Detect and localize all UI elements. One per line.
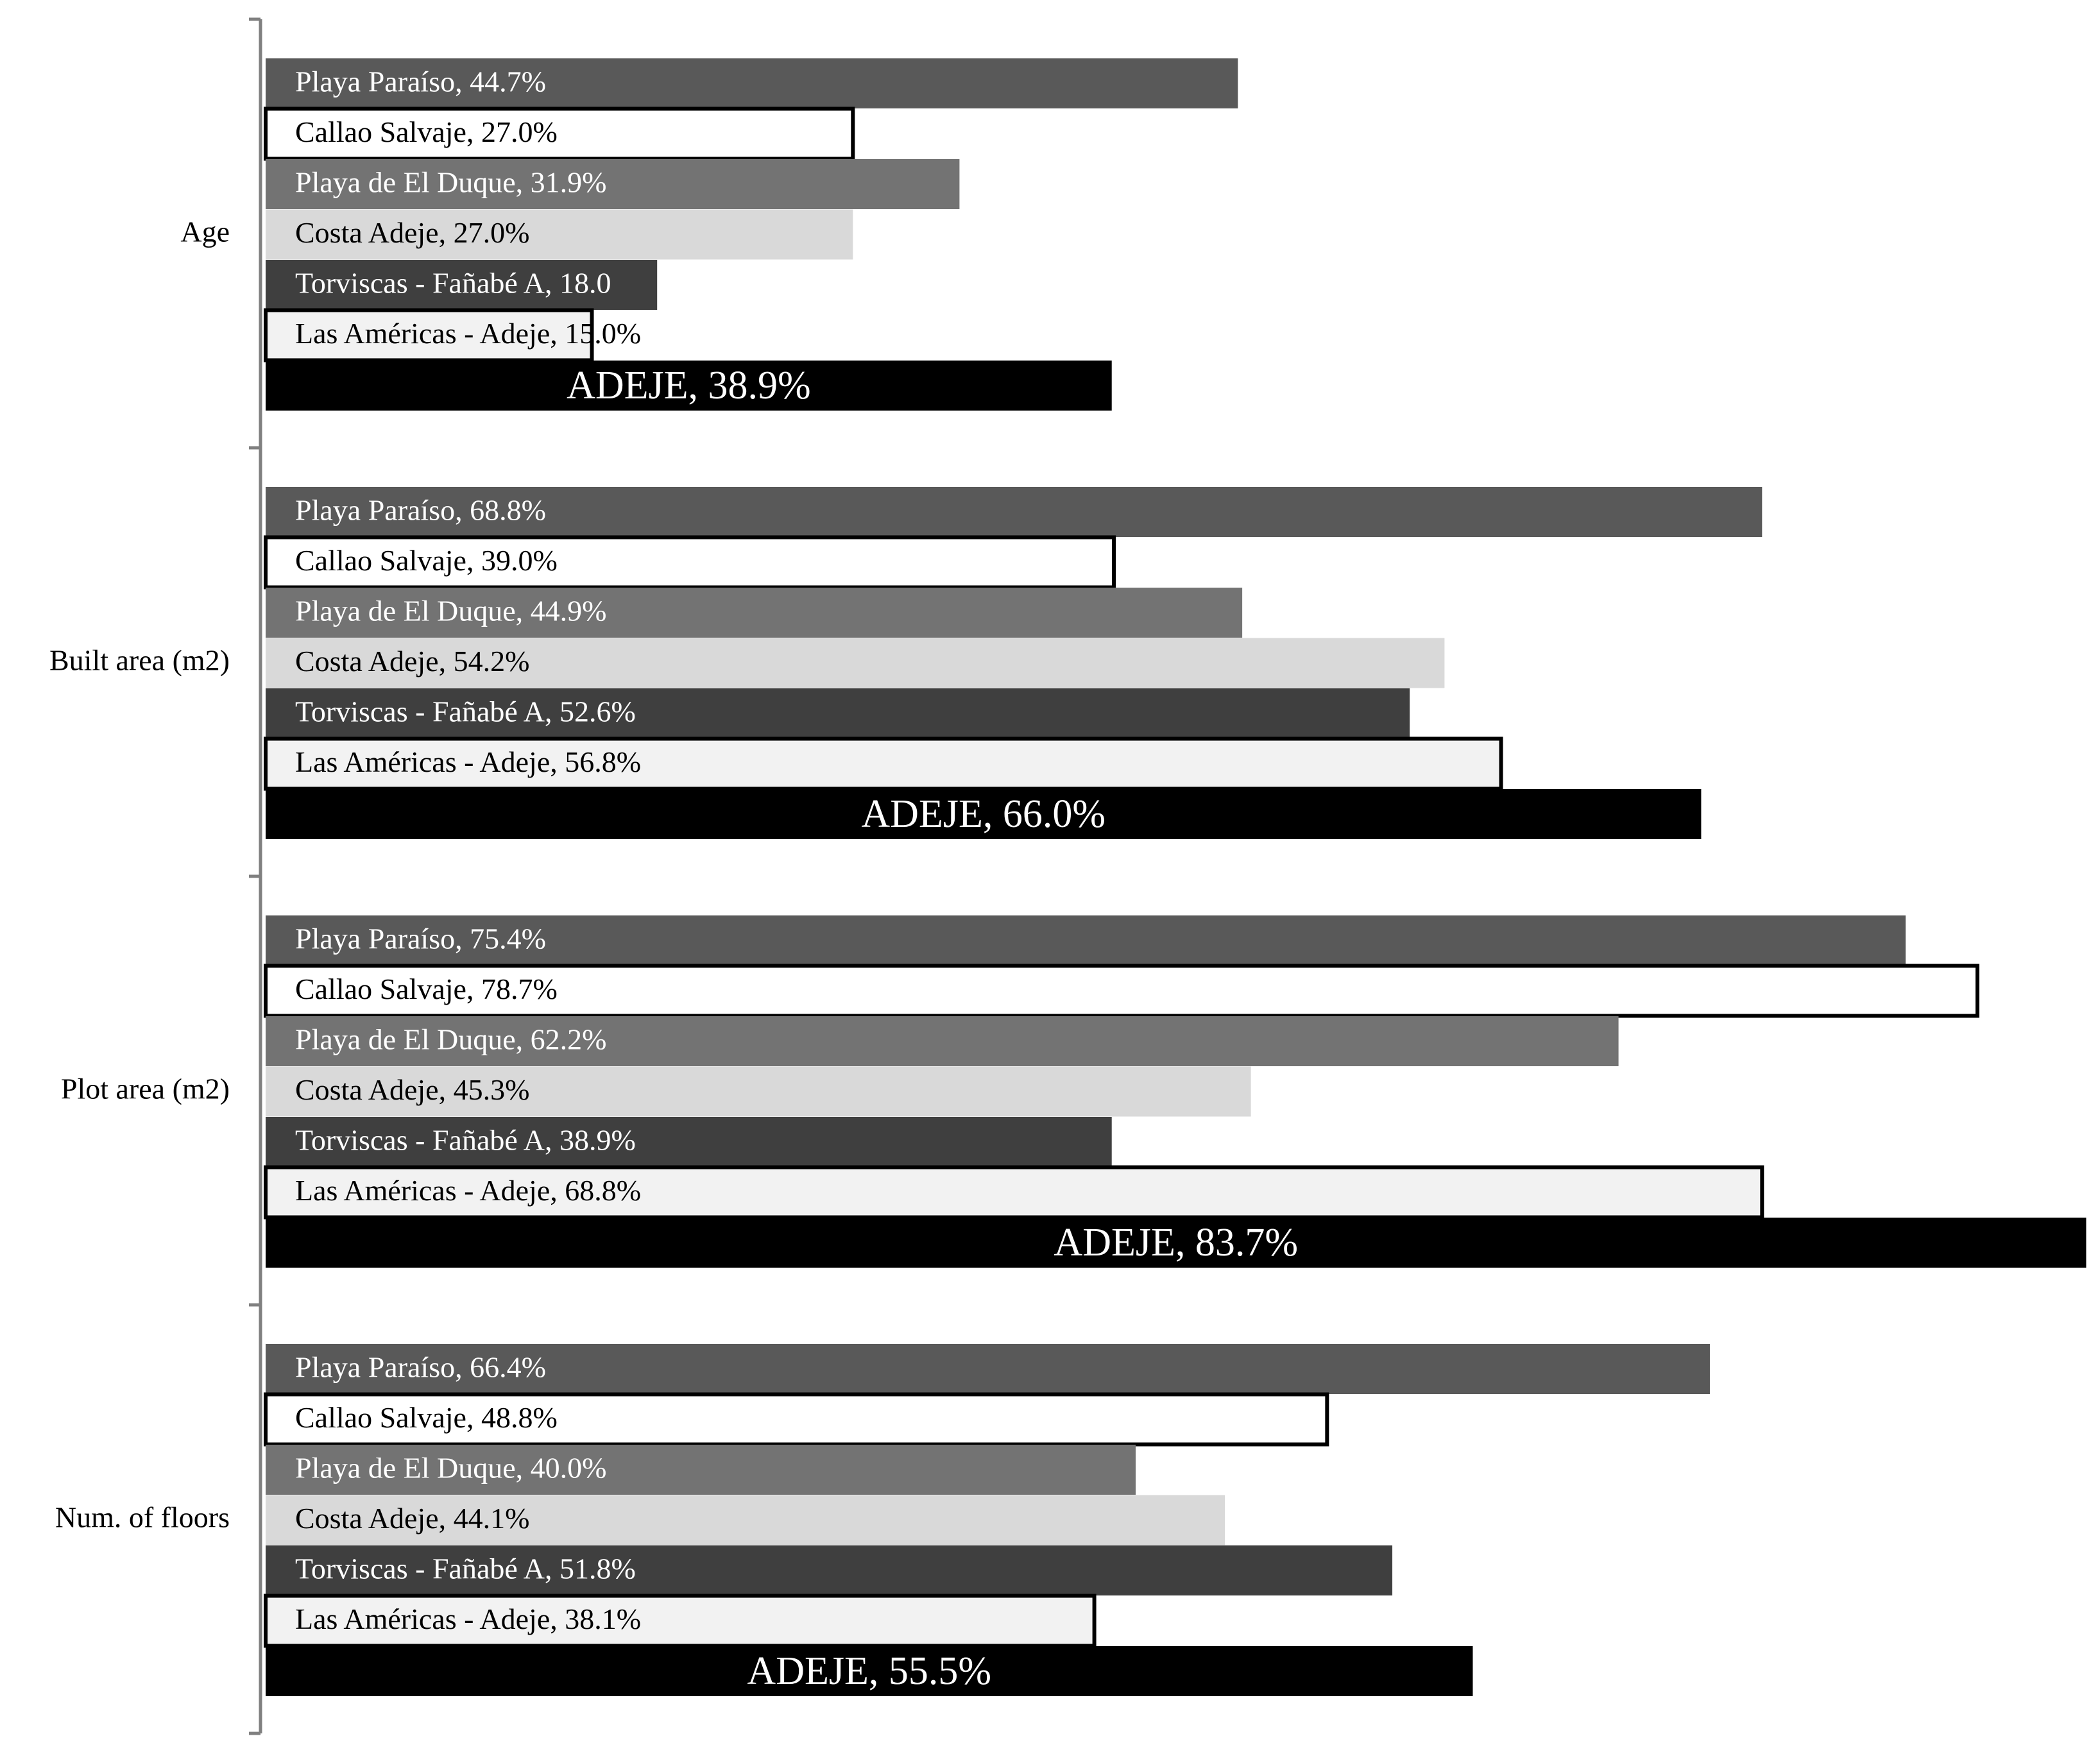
bar-label: Playa de El Duque, 40.0% — [295, 1451, 607, 1484]
bar-label: Las Américas - Adeje, 56.8% — [295, 745, 642, 779]
bar-label: Playa de El Duque, 31.9% — [295, 166, 607, 199]
bar-label: Torviscas - Fañabé A, 38.9% — [295, 1123, 636, 1157]
bar-label: ADEJE, 38.9% — [567, 364, 811, 408]
bar-label: Torviscas - Fañabé A, 51.8% — [295, 1552, 636, 1585]
bar-label: Torviscas - Fañabé A, 52.6% — [295, 695, 636, 728]
bar-label: Costa Adeje, 44.1% — [295, 1502, 530, 1535]
bar-label: Las Américas - Adeje, 38.1% — [295, 1603, 642, 1636]
bar-label: Playa Paraíso, 75.4% — [295, 922, 546, 955]
bar-label: Las Américas - Adeje, 15.0% — [295, 317, 642, 350]
bar-label: Callao Salvaje, 48.8% — [295, 1401, 558, 1434]
bar-label: Las Américas - Adeje, 68.8% — [295, 1174, 642, 1207]
category-label: Num. of floors — [55, 1501, 230, 1534]
category-labels — [49, 215, 230, 1533]
bar-label: Playa Paraíso, 66.4% — [295, 1350, 546, 1384]
bar-label: Costa Adeje, 54.2% — [295, 645, 530, 678]
category-label: Age — [180, 215, 230, 248]
bar-label: Callao Salvaje, 27.0% — [295, 115, 558, 149]
bar-label: Playa Paraíso, 68.8% — [295, 493, 546, 527]
bars — [266, 58, 2086, 1696]
category-label: Plot area (m2) — [60, 1072, 230, 1105]
bar-label: Playa Paraíso, 44.7% — [295, 65, 546, 98]
y-axis — [249, 19, 260, 1733]
bar-label: ADEJE, 55.5% — [747, 1649, 992, 1694]
bar-label: Costa Adeje, 27.0% — [295, 216, 530, 250]
bar-label: Callao Salvaje, 39.0% — [295, 544, 558, 577]
bar-label: Costa Adeje, 45.3% — [295, 1073, 530, 1107]
bar-label: Callao Salvaje, 78.7% — [295, 973, 558, 1006]
bar-label: ADEJE, 83.7% — [1054, 1221, 1299, 1265]
bar-label: Playa de El Duque, 62.2% — [295, 1023, 607, 1056]
bar-label: Playa de El Duque, 44.9% — [295, 594, 607, 627]
bar-label: ADEJE, 66.0% — [861, 792, 1105, 837]
bar-label: Torviscas - Fañabé A, 18.0 — [295, 266, 611, 300]
category-label: Built area (m2) — [49, 643, 230, 677]
